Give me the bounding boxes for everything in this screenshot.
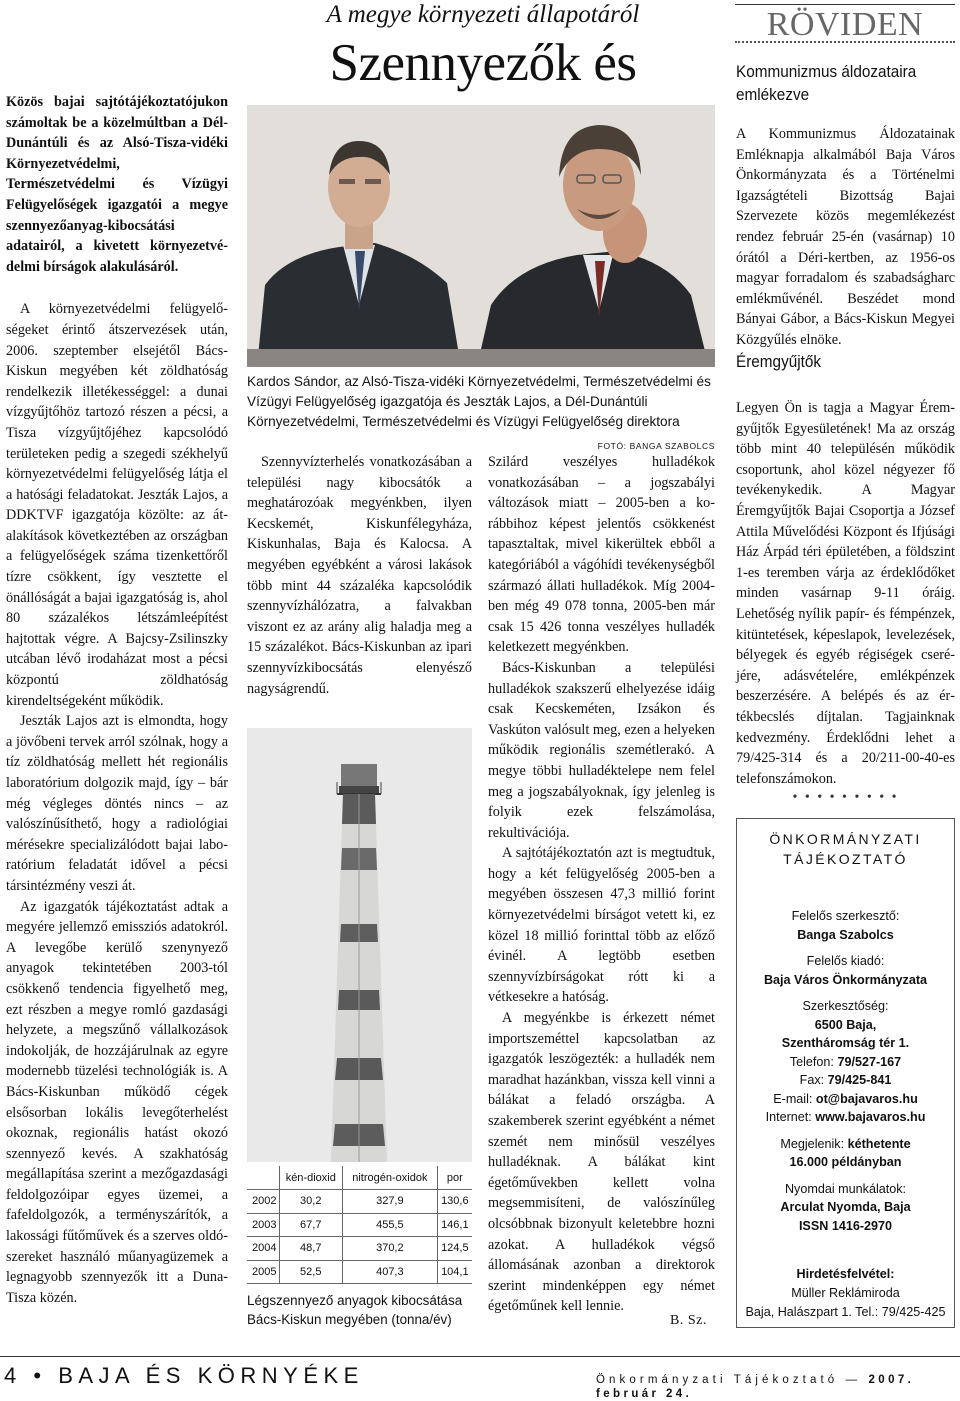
sidebar-item-text: [736, 124, 955, 351]
table-cell: 455,5: [343, 1213, 438, 1237]
footer-rule: [0, 1356, 960, 1357]
imprint-label: Felelős szerkesztő:: [791, 909, 900, 923]
table-cell: 52,5: [279, 1260, 343, 1284]
footer-dash: —: [845, 1374, 862, 1386]
paragraph: A Kommunizmus Áldozatainak Emléknapja alkalmából Baja Város Önkormányzata és a Történelmi Igazságtételi Bizottság Bajai Szervezete közös megemlékezést rendez február 25-én (vasárnap) 10 órától a Déri-kertben, az 1956-os magyar forradalom és szabadságharc emlékművénél. Beszédet mond Bányai Gábor, a Bács-Kiskun Megyei Közgyűlés elnöke.: [736, 126, 955, 348]
paragraph: Jeszták Lajos azt is elmondta, hogy a jövőbeni tervek arról szólnak, hogy a tíz zöldhatóság mellett hét regionális laboratórium dolgozik majd, így – bár még végleges döntés nincs – az valószínűsíthető, hogy a radiológiai mérésekre specializálódott bajai laboratórium feladatát idővel a pécsi társintézmény veszi át.: [6, 713, 228, 894]
imprint-email: E-mail: ot@bajavaros.hu: [773, 1091, 918, 1106]
bullet-icon: •: [33, 1363, 47, 1388]
table-caption: Légszennyező anyagok kibocsátása Bács-Kiskun megyében (tonna/év): [247, 1293, 463, 1327]
imprint-heading: [737, 829, 954, 869]
imprint-web: Internet: www.bajavaros.hu: [765, 1110, 926, 1124]
table-cell: 2005: [247, 1260, 279, 1284]
article-lead: Közös bajai sajtótájékoztatójukon számoltak be a közelmúltban a Dél-Dunántúli és az Alsó-Tisza-vidéki Környezetvédelmi, Természetvédelmi és Vízügyi Felügyelőségek igazgatói a megye szennyezőanyag-kibocsátási adatairól, a kivetett környezetvédelmi bírságok alakulásáról.: [6, 94, 228, 275]
table-row: [247, 1190, 472, 1214]
sidebar-separator: • • • • • • • • •: [792, 790, 899, 805]
photo-two-directors: [247, 105, 715, 367]
imprint-printer: [737, 1180, 954, 1236]
caption-text: Kardos Sándor, az Alsó-Tisza-vidéki Környezetvédelmi, Természetvédelmi és Vízügyi Felügyelőség igazgatója és Jeszták Lajos, a Dél-Dunántúli Környezetvédelmi, Természetvédelmi és Vízügyi Felügyelőség direktora: [247, 374, 711, 429]
imprint-value: Szentháromság tér 1.: [781, 1036, 910, 1050]
table-header-sulfur-dioxide: kén-dioxid: [279, 1166, 343, 1190]
imprint-editor: [737, 907, 954, 944]
imprint-heading-line: TÁJÉKOZTATÓ: [783, 851, 908, 867]
table-row: [247, 1237, 472, 1261]
table-cell: 48,7: [279, 1237, 343, 1261]
table-cell: 67,7: [279, 1213, 343, 1237]
article-headline: Szennyezők és: [329, 34, 637, 92]
table-cell: 2004: [247, 1237, 279, 1261]
chimney-illustration: [247, 728, 472, 1162]
table-header-dust: por: [437, 1166, 472, 1190]
imprint-label: Hirdetésfelvétel:: [796, 1267, 895, 1281]
paragraph: Bács-Kiskunban a települési hulladékok szakszerű elhelyezése idáig csak Kecskeméten, Izsákon és Vaskúton valósult meg, ezen a helyeken működik regionális szemétlerakó. A megye többi hulladéktelepe nem felel meg a jogszabályoknak, így jelenleg is folyik ezek felszámolása, rekultivációja.: [488, 659, 715, 841]
table-cell: 124,5: [437, 1237, 472, 1261]
page-number: 4: [4, 1363, 22, 1388]
imprint-heading-line: ÖNKORMÁNYZATI: [769, 831, 922, 847]
imprint-phone: Telefon: 79/527-167: [789, 1054, 902, 1069]
imprint-value: Banga Szabolcs: [797, 927, 894, 942]
paragraph: Az igazgatók tájékoztatást adtak a megyére jellemző emissziós adatokról. A levegőbe kerülő szenynyező anyagok tekintetében 2003-tól csökkenő tendencia figyelhető meg, ezt részben a megye romló gazdasági helyzete, a megszűnő vállalkozások indokolják, de hozzájárulnak az egyre modernebb tüzelési technológiák is. A Bács-Kiskunban működő cégek elsősorban lokális levegőterhelést okoznak, regionális hatást okozó szennyező kevés. A szakhatóság megállapítása szerint a mezőgazdasági feldolgozóipar egyes üzemei, a fafeldolgozók, a terményszárítók, a lakossági fűtőművek és a szerves oldószereket használó műanyagüzemek a legnagyobb szennyezők itt a Duna-Tisza közén.: [6, 898, 228, 1306]
table-header-row: [247, 1166, 472, 1190]
table-row: [247, 1260, 472, 1284]
imprint-value: Baja Város Önkormányzata: [763, 972, 928, 987]
imprint-ads: [737, 1265, 954, 1322]
sidebar-item-text: [736, 398, 955, 789]
photo-caption: [247, 372, 715, 456]
article-column-1-body: [6, 299, 228, 1308]
imprint-copies: 16.000 példányban: [789, 1155, 902, 1169]
imprint-frequency: Megjelenik: kéthetente 16.000 példányban: [780, 1136, 911, 1169]
paragraph: Szilárd veszélyes hulladékok vonatkozásában – a jogszabályi változások miatt – 2005-ben a korábbihoz képest jelentős csökkenést tapasztaltak, mivel kikerültek ebből a kategóriából a vágóhídi tevékenységből származó állati hulladékok. Míg 2004-ben még 49 078 tonna, 2005-ben már csak 15 426 tonna veszélyes hulladék keletkezett megyénkben.: [488, 454, 715, 656]
table-cell: 327,9: [343, 1190, 438, 1214]
pollution-table: [247, 1166, 472, 1284]
table-row: [247, 1213, 472, 1237]
imprint-label: Felelős kiadó:: [806, 954, 885, 968]
footer-section: [4, 1363, 364, 1389]
imprint-box: [736, 818, 955, 1328]
imprint-label: Nyomdai munkálatok:: [784, 1181, 907, 1196]
sidebar-item-title: Éremgyűjtők: [736, 352, 822, 371]
footer-publication: [596, 1373, 960, 1401]
issue-date: 2007. február 24.: [596, 1374, 915, 1400]
imprint-value: Baja, Halászpart 1. Tel.: 79/425-425: [745, 1305, 946, 1319]
article-kicker: A megye környezeti állapotáról: [326, 1, 640, 28]
table-cell: 146,1: [437, 1213, 472, 1237]
paragraph: A megyénkbe is érkezett német importszeméttel kapcsolatban az igazgatók leszögezték: a hulladék nem maradhat hazánkban, vissza kell vinni a bálákat a feladó országba. A szakemberek szerint egyébként a német szemét nem minősül veszélyes hulladéknak. A bálákat kint égetőművekben kellett volna megsemmisíteni, de valószínűleg olcsóbbnak bizonyult keletebbre hozni azokat. A hulladékok végső állomásának azonban a direktorok szerint mindenképpen egy német égetőműnek kell lennie.: [488, 1010, 715, 1315]
article-column-2: [247, 452, 472, 699]
imprint-publisher: [737, 952, 954, 989]
table-cell: 30,2: [279, 1190, 343, 1214]
table-cell: 2002: [247, 1190, 279, 1214]
sidebar-title: RÖVIDEN: [766, 6, 924, 43]
imprint-issn: ISSN 1416-2970: [798, 1218, 893, 1233]
paragraph: A sajtótájékoztatón azt is megtudtuk, hogy a két felügyelőség 2005-ben a megyében összesen 47,3 millió forint környezetvédelmi bírságot vetett ki, ez közel 18 millió forinttal több az előző évinél. A legtöbb esetben szennyvízbírságokat rótt ki a vétkesekre a hatóság.: [488, 845, 715, 1006]
table-header-year: [247, 1166, 279, 1190]
table-cell: 370,2: [343, 1237, 438, 1261]
sidebar-top-rule: [735, 4, 955, 5]
sidebar-dotted-rule: [735, 41, 955, 43]
imprint-body: [737, 907, 954, 1243]
photo-illustration: [247, 105, 715, 367]
imprint-value: Müller Reklámiroda: [791, 1286, 900, 1300]
table-header-nitrogen-oxides: nitrogén-oxidok: [343, 1166, 438, 1190]
photo-chimney: [247, 728, 472, 1162]
imprint-value: Arculat Nyomda, Baja: [780, 1200, 911, 1214]
paragraph: Legyen Ön is tagja a Magyar Éremgyűjtők Egyesületének! Ma az ország több mint 40 településén működik csoportunk, ahol közel négyezer fő tevékenykedik. A Magyar Éremgyűjtők Bajai Csoportja a József Attila Művelődési Központ és Ifjúsági Ház Árpád téri épületében, a földszint 1-es teremben várja az érdeklődőket minden vasárnap 9-11 óráig. Lehetőség nyílik papír- és fémpénzek, kitüntetések, képeslapok, levelezések, bélyegek és egyéb régiségek cseréjére, adásvételére, emlékpénzek beszerzésére. A belépés és az értékbecslés díjtalan. Tagjainknak kedvezmény. Érdeklődni lehet a 79/425-314 és a 20/211-00-40-es telefonszámokon.: [736, 400, 955, 787]
publication-name: Önkormányzati Tájékoztató: [596, 1374, 839, 1386]
article-column-1: [6, 92, 228, 1308]
paragraph: Szennyvízterhelés vonatkozásában a települési nagy kibocsátók a meghatározóak megyénkben, ilyen Kecskemét, Kiskunfélegyháza, Kiskunhalas, Baja és Kalocsa. A megyében egyébként a városi lakások több mint 44 százaléka kapcsolódik szennyvízhálózatra, a falvakban viszont ez az arány alig haladja meg a 15 százalékot. Bács-Kiskunban az ipari szennyvízkibocsátás elenyésző nagyságrendű.: [247, 454, 472, 697]
imprint-fax: Fax: 79/425-841: [799, 1073, 892, 1087]
table-cell: 130,6: [437, 1190, 472, 1214]
table-cell: 407,3: [343, 1260, 438, 1284]
paragraph: A környezetvédelmi felügyelőségeket érintő átszervezések után, 2006. szeptember elsejétől Bács-Kiskun megyében két zöldhatóság rendelkezik illetékességgel: a dunai vízgyűjtőhöz tartozó részen a pécsi, a Tisza vízgyűjtőjéhez kapcsolódó területeken pedig a szegedi székhelyű környezetvédelmi felügyelőség látja el a hatósági feladatokat. Jeszták Lajos, a DDKTVF igazgatója közölte: az átalakítások következtében az országban a felügyelőségek száma tizenkettőről tízre csökkent, így vesztette el önállóságát a bajai igazgatóság is, ahol 80 százalékos létszámleépítést hajtottak végre. A Bajcsy-Zsilinszky utcában lévő irodaházat most a pécsi központú zöldhatóság kirendeltségeként működik.: [6, 301, 228, 709]
table-cell: 2003: [247, 1213, 279, 1237]
imprint-label: Szerkesztőség:: [802, 999, 889, 1013]
article-column-3: [488, 452, 715, 1317]
imprint-value: 6500 Baja,: [814, 1017, 877, 1032]
table-cell: 104,1: [437, 1260, 472, 1284]
sidebar-item-title: Kommunizmus áldozataira emlékezve: [736, 62, 917, 104]
author-signature: B. Sz.: [670, 1313, 707, 1328]
section-name: BAJA ÉS KÖRNYÉKE: [58, 1363, 364, 1388]
imprint-office: [737, 997, 954, 1127]
photo-credit: FOTÓ: BANGA SZABOLCS: [597, 441, 715, 451]
